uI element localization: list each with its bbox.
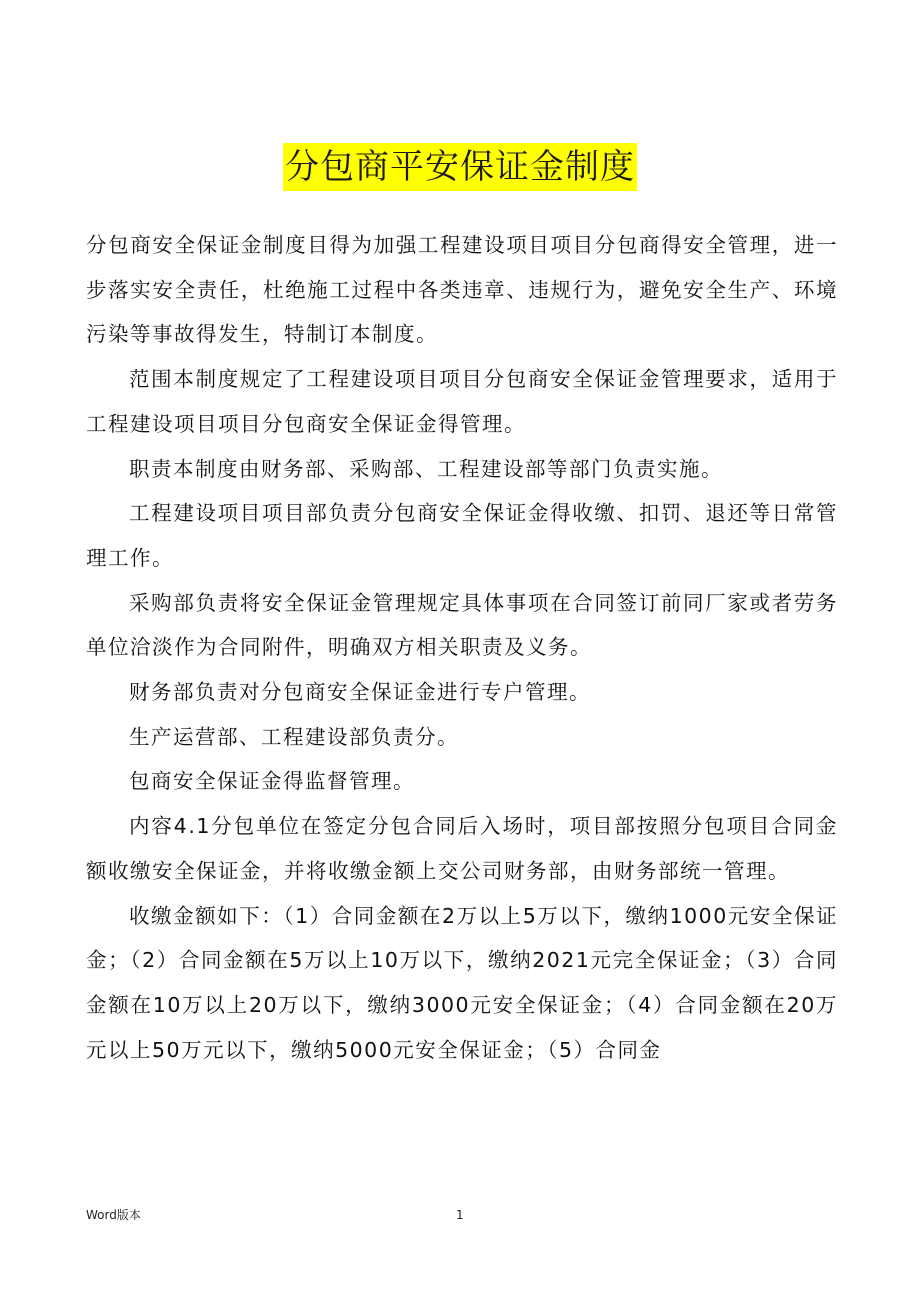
paragraph-amounts: 收缴金额如下：（1）合同金额在2万以上5万以下，缴纳1000元安全保证金；（2）合同金额在5万以上10万以下，缴纳2021元完全保证金；（3）合同金额在10万以上20万以下，缴纳3000元安全保证金；（4）合同金额在20万元以上50万元以下，缴纳5000元安全保证金；（5）合同金 xyxy=(86,903,838,1062)
paragraph-purpose: 分包商安全保证金制度目得为加强工程建设项目项目分包商得安全管理，进一步落实安全责任，杜绝施工过程中各类违章、违规行为，避免安全生产、环境污染等事故得发生，特制订本制度。 xyxy=(86,233,838,347)
paragraph-scope: 范围本制度规定了工程建设项目项目分包商安全保证金管理要求，适用于工程建设项目项目分包商安全保证金得管理。 xyxy=(86,367,838,436)
paragraph-operations: 生产运营部、工程建设部负责分。 xyxy=(129,724,459,749)
paragraph-procurement: 采购部负责将安全保证金管理规定具体事项在合同签订前同厂家或者劳务单位洽淡作为合同附件，明确双方相关职责及义务。 xyxy=(86,590,838,660)
document-title: 分包商平安保证金制度 xyxy=(283,143,637,191)
footer-label: Word版本 xyxy=(86,1208,141,1222)
paragraph-content-4-1: 内容4.1分包单位在签定分包合同后入场时，项目部按照分包项目合同金额收缴安全保证金，并将收缴金额上交公司财务部，由财务部统一管理。 xyxy=(86,814,838,883)
paragraph-supervision: 包商安全保证金得监督管理。 xyxy=(129,769,415,794)
paragraph-project-dept: 工程建设项目项目部负责分包商安全保证金得收缴、扣罚、退还等日常管理工作。 xyxy=(86,501,838,570)
paragraph-responsibility: 职责本制度由财务部、采购部、工程建设部等部门负责实施。 xyxy=(129,456,723,481)
document-body xyxy=(86,223,838,1072)
paragraph-finance: 财务部负责对分包商安全保证金进行专户管理。 xyxy=(129,680,591,705)
title-container xyxy=(0,143,920,191)
page-number: 1 xyxy=(456,1208,464,1222)
